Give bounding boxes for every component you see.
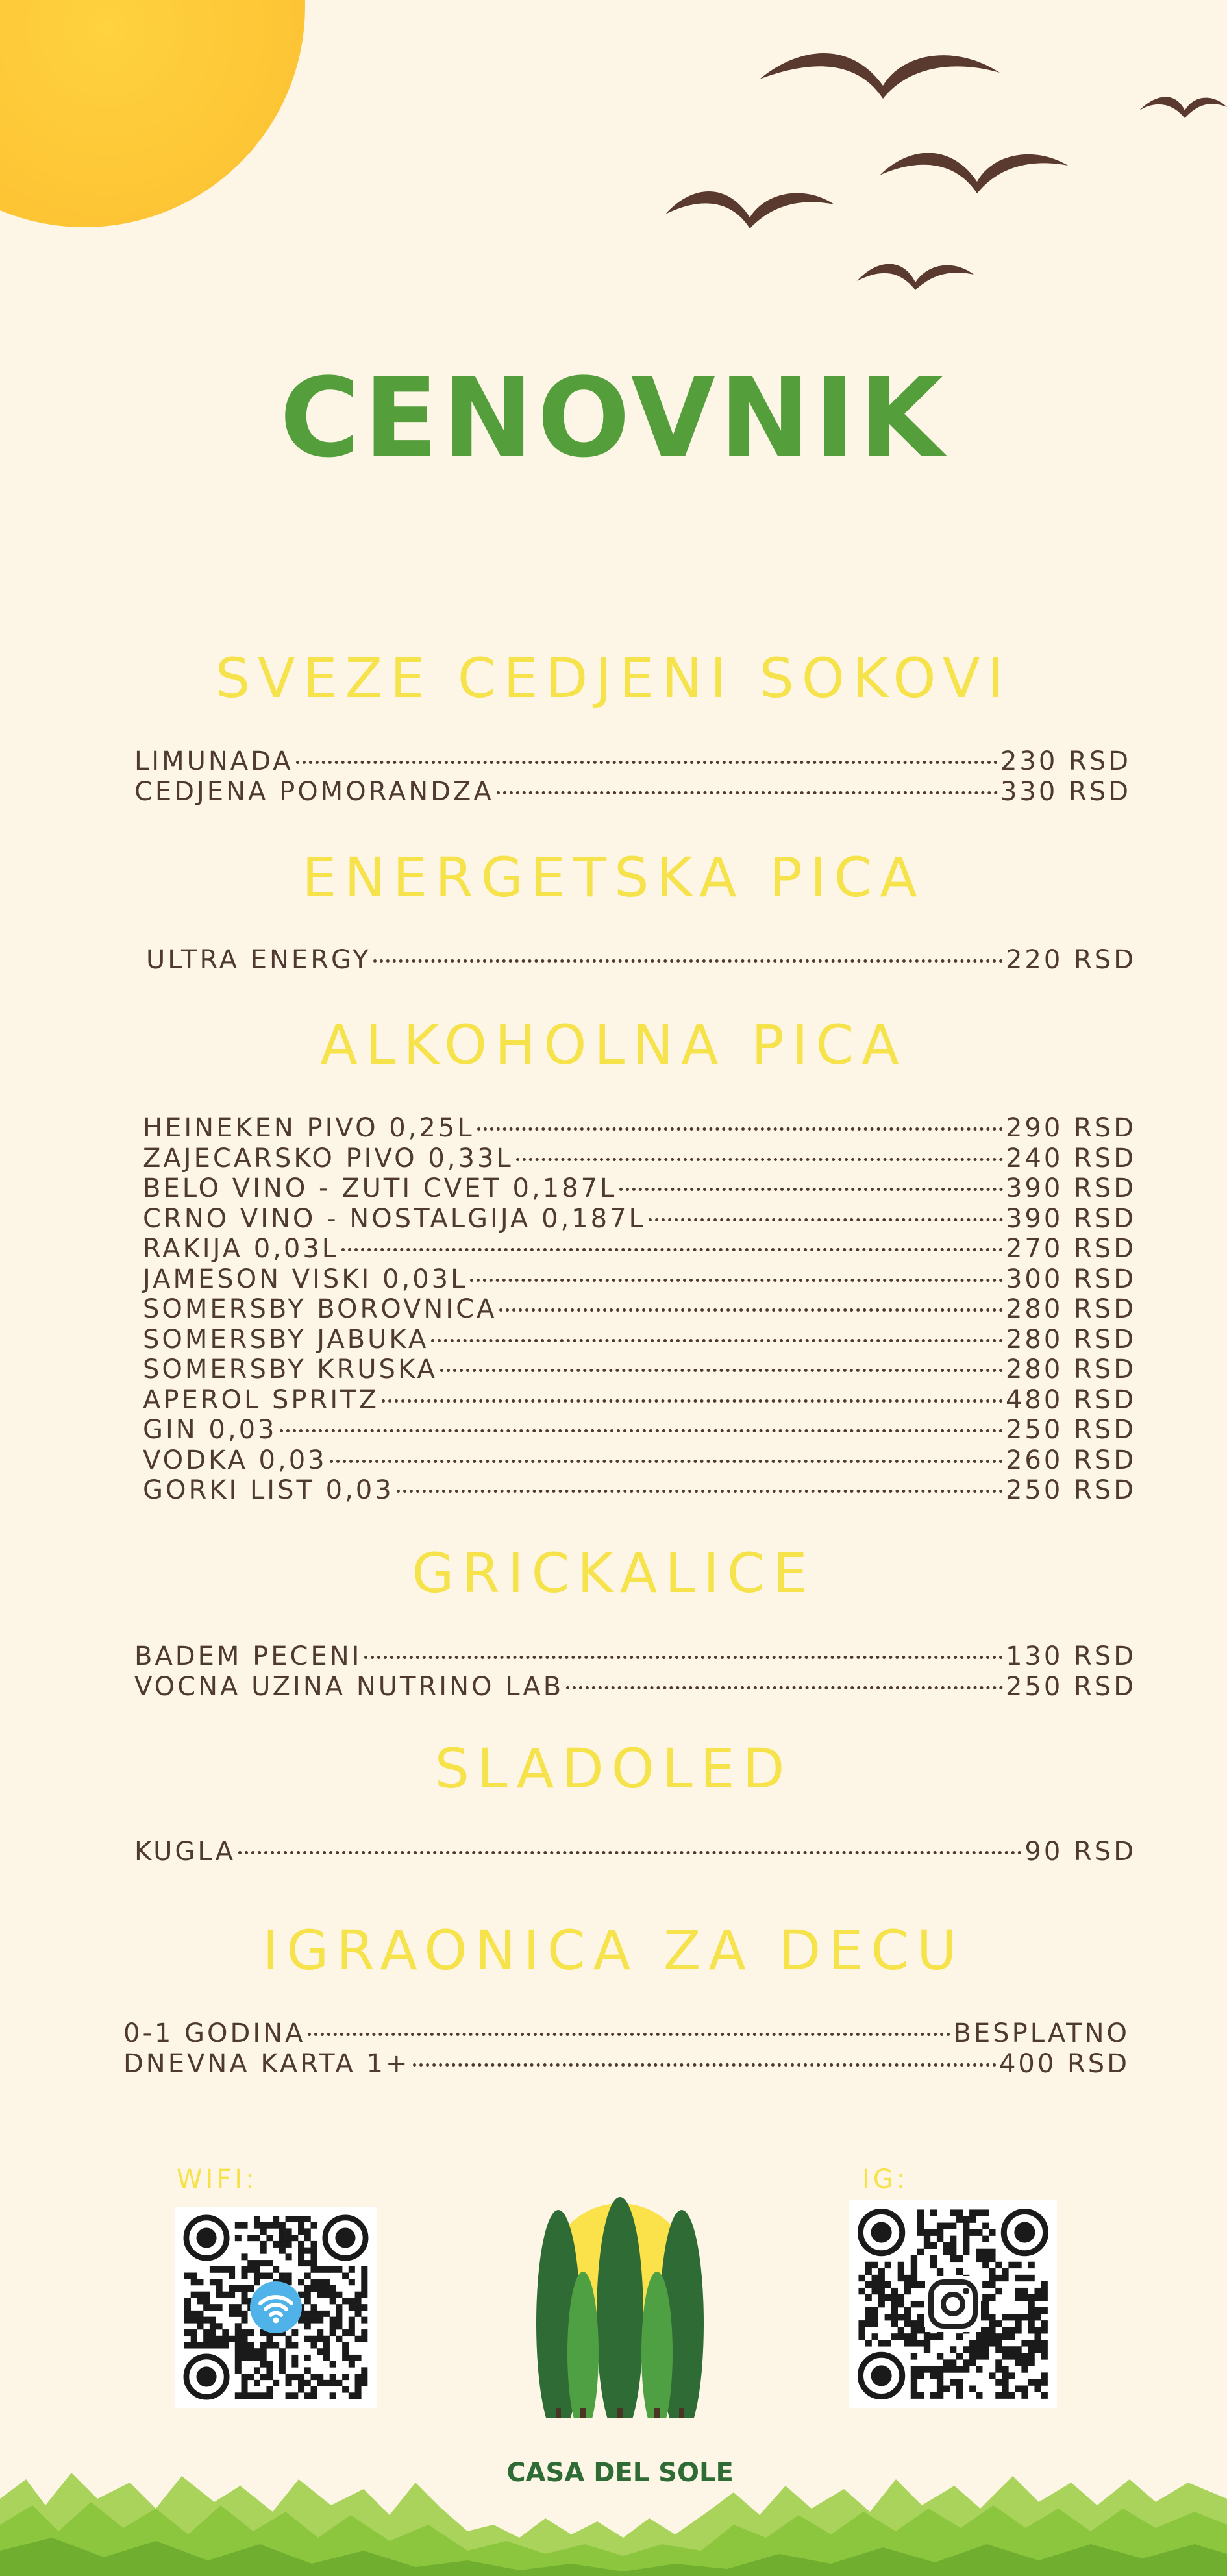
dot-leader (516, 1158, 1003, 1161)
menu-item (134, 746, 1131, 777)
item-name: 0-1 GODINA (123, 2018, 306, 2048)
wifi-icon (250, 2281, 302, 2333)
menu-item (143, 1325, 1136, 1355)
logo-text: CASA DEL SOLE (506, 2458, 734, 2488)
menu-item (123, 2049, 1130, 2079)
item-price: BESPLATNO (953, 2018, 1130, 2048)
menu-item (143, 1445, 1136, 1476)
tree-logo (513, 2177, 727, 2418)
item-price: 330 RSD (1000, 776, 1131, 807)
dot-leader (308, 2033, 950, 2036)
item-price: 270 RSD (1005, 1234, 1136, 1264)
item-price: 230 RSD (1000, 746, 1131, 776)
item-name: GORKI LIST 0,03 (143, 1475, 394, 1505)
item-price: 250 RSD (1005, 1415, 1136, 1445)
item-price: 280 RSD (1005, 1324, 1136, 1355)
menu-item (143, 1355, 1136, 1385)
dot-leader (566, 1686, 1003, 1689)
instagram-icon (925, 2276, 981, 2332)
dot-leader (280, 1429, 1003, 1432)
wifi-qr-code[interactable] (175, 2207, 377, 2408)
ig-label: IG: (862, 2165, 909, 2194)
item-list-fresh-juices (134, 746, 1131, 807)
item-name: JAMESON VISKI 0,03L (143, 1264, 468, 1294)
item-list-snacks (134, 1641, 1136, 1702)
dot-leader (497, 791, 998, 794)
menu-item (143, 1113, 1136, 1144)
item-price: 250 RSD (1005, 1671, 1136, 1702)
item-name: SOMERSBY KRUSKA (143, 1355, 438, 1384)
menu-item (143, 1385, 1136, 1416)
page-title: CENOVNIK (279, 354, 948, 482)
item-price: 130 RSD (1005, 1641, 1136, 1671)
dot-leader (373, 959, 1003, 963)
item-name: BELO VINO - ZUTI CVET 0,187L (143, 1173, 617, 1203)
dot-leader (477, 1127, 1003, 1131)
dot-leader (330, 1460, 1003, 1463)
item-price: 400 RSD (998, 2048, 1130, 2079)
item-name: RAKIJA 0,03L (143, 1234, 340, 1264)
item-list-alcoholic-drinks (143, 1113, 1136, 1506)
item-price: 240 RSD (1005, 1143, 1136, 1173)
bird-icon (760, 40, 1000, 102)
item-price: 220 RSD (1005, 945, 1136, 975)
menu-item (123, 2018, 1130, 2049)
item-name: DNEVNA KARTA 1+ (123, 2048, 410, 2079)
menu-item (143, 1173, 1136, 1204)
dot-leader (413, 2063, 997, 2067)
item-name: ZAJECARSKO PIVO 0,33L (143, 1143, 514, 1173)
item-name: APEROL SPRITZ (143, 1384, 379, 1415)
dot-leader (341, 1248, 1003, 1251)
wifi-label: WIFI: (177, 2165, 258, 2194)
section-title-alcoholic-drinks: ALKOHOLNA PICA (320, 1013, 907, 1077)
dot-leader (382, 1399, 1003, 1403)
item-list-ice-cream (134, 1837, 1136, 1867)
item-name: BADEM PECENI (134, 1641, 362, 1671)
menu-item (143, 1415, 1136, 1445)
menu-item (134, 1641, 1136, 1672)
section-title-snacks: GRICKALICE (412, 1541, 815, 1605)
item-name: LIMUNADA (134, 746, 293, 776)
item-name: SOMERSBY JABUKA (143, 1324, 429, 1355)
section-title-energy-drinks: ENERGETSKA PICA (302, 846, 925, 909)
menu-item (134, 1672, 1136, 1702)
instagram-qr-code[interactable] (849, 2200, 1057, 2408)
menu-item (134, 777, 1131, 807)
bird-icon (665, 182, 834, 230)
item-name: GIN 0,03 (143, 1415, 277, 1445)
dot-leader (364, 1656, 1003, 1659)
dot-leader (440, 1369, 1003, 1372)
grass-decoration (0, 2453, 1227, 2576)
item-list-kids-playroom (123, 2018, 1130, 2079)
item-name: CRNO VINO - NOSTALGIJA 0,187L (143, 1203, 646, 1234)
dot-leader (499, 1308, 1003, 1312)
item-price: 280 RSD (1005, 1294, 1136, 1324)
dot-leader (431, 1339, 1003, 1342)
dot-leader (649, 1218, 1003, 1221)
item-name: ULTRA ENERGY (146, 945, 371, 975)
item-price: 300 RSD (1005, 1264, 1136, 1294)
item-price: 90 RSD (1024, 1837, 1136, 1867)
menu-item (134, 1837, 1136, 1867)
dot-leader (296, 761, 998, 764)
menu-item (143, 1204, 1136, 1234)
section-title-fresh-juices: SVEZE CEDJENI SOKOVI (215, 646, 1012, 710)
dot-leader (238, 1851, 1022, 1854)
item-name: SOMERSBY BOROVNICA (143, 1294, 497, 1324)
bird-icon (1139, 91, 1227, 120)
dot-leader (397, 1490, 1003, 1493)
item-price: 390 RSD (1005, 1173, 1136, 1203)
dot-leader (619, 1188, 1003, 1191)
menu-item (143, 1294, 1136, 1325)
item-price: 480 RSD (1005, 1384, 1136, 1415)
bird-icon (857, 256, 974, 292)
menu-item (143, 1234, 1136, 1264)
menu-item (143, 1475, 1136, 1506)
section-title-kids-playroom: IGRAONICA ZA DECU (262, 1919, 965, 1982)
menu-item (146, 945, 1136, 975)
sun-icon (0, 0, 305, 227)
item-name: CEDJENA POMORANDZA (134, 776, 494, 807)
item-name: HEINEKEN PIVO 0,25L (143, 1113, 475, 1143)
menu-item (143, 1144, 1136, 1174)
item-price: 390 RSD (1005, 1203, 1136, 1234)
item-list-energy-drinks (146, 945, 1136, 975)
item-price: 260 RSD (1005, 1445, 1136, 1475)
item-name: VODKA 0,03 (143, 1445, 327, 1475)
section-title-ice-cream: SLADOLED (434, 1737, 793, 1800)
item-price: 280 RSD (1005, 1355, 1136, 1384)
bird-icon (880, 143, 1068, 195)
item-price: 250 RSD (1005, 1475, 1136, 1505)
item-price: 290 RSD (1005, 1113, 1136, 1143)
item-name: VOCNA UZINA NUTRINO LAB (134, 1671, 564, 1702)
menu-item (143, 1264, 1136, 1295)
item-name: KUGLA (134, 1837, 236, 1867)
dot-leader (470, 1279, 1003, 1282)
